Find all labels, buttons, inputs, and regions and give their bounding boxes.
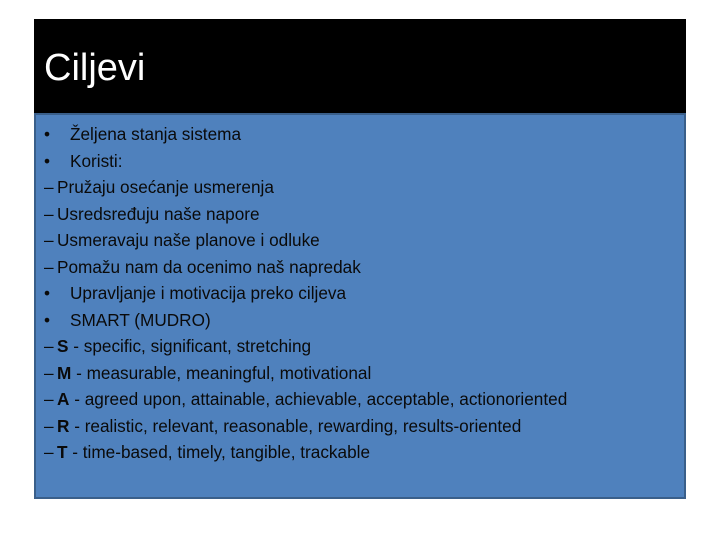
dash-marker: –	[44, 230, 54, 250]
sub-list-item-text: Usredsređuju naše napore	[57, 203, 260, 224]
smart-item-s	[44, 333, 567, 360]
slide-title: Ciljevi	[44, 47, 146, 89]
dash-marker: –	[44, 336, 54, 356]
dash-marker: –	[44, 362, 54, 383]
bullet-marker: •	[44, 124, 51, 144]
list-item-text: Željena stanja sistema	[70, 124, 242, 144]
smart-description: - time-based, timely, tangible, trackable	[67, 442, 371, 462]
content-box	[34, 113, 686, 499]
smart-item-m	[44, 360, 567, 387]
dash-marker: –	[44, 256, 54, 277]
smart-letter: R	[57, 415, 70, 436]
dash-marker: –	[44, 442, 54, 462]
title-bar	[34, 19, 686, 113]
smart-description: - specific, significant, stretching	[68, 336, 312, 356]
smart-description: - realistic, relevant, reasonable, rewarding, results-oriented	[69, 415, 522, 436]
bullet-list	[44, 121, 567, 466]
sub-list-item	[44, 227, 567, 254]
sub-list-item-text: Pružaju osećanje usmerenja	[57, 177, 274, 197]
smart-letter: T	[57, 442, 68, 462]
list-item	[44, 121, 567, 148]
bullet-marker: •	[44, 283, 51, 303]
bullet-marker: •	[44, 150, 51, 171]
list-item-text: Upravljanje i motivacija preko ciljeva	[70, 283, 347, 303]
sub-list-item	[44, 174, 567, 201]
list-item	[44, 307, 567, 334]
dash-marker: –	[44, 389, 54, 409]
sub-list-item	[44, 254, 567, 281]
dash-marker: –	[44, 177, 54, 197]
dash-marker: –	[44, 415, 54, 436]
smart-letter: M	[57, 362, 72, 383]
bullet-marker: •	[44, 309, 51, 330]
smart-description: - agreed upon, attainable, achievable, acceptable, actionoriented	[69, 389, 568, 409]
sub-list-item-text: Pomažu nam da ocenimo naš napredak	[57, 256, 361, 277]
list-item	[44, 280, 567, 307]
list-item-text: Koristi:	[70, 150, 123, 171]
smart-description: - measurable, meaningful, motivational	[71, 362, 372, 383]
smart-item-t	[44, 439, 567, 466]
smart-letter: A	[57, 389, 70, 409]
sub-list-item	[44, 201, 567, 228]
dash-marker: –	[44, 203, 54, 224]
smart-item-a	[44, 386, 567, 413]
list-item-text: SMART (MUDRO)	[70, 309, 211, 330]
list-item	[44, 148, 567, 175]
smart-letter: S	[57, 336, 69, 356]
sub-list-item-text: Usmeravaju naše planove i odluke	[57, 230, 320, 250]
smart-item-r	[44, 413, 567, 440]
